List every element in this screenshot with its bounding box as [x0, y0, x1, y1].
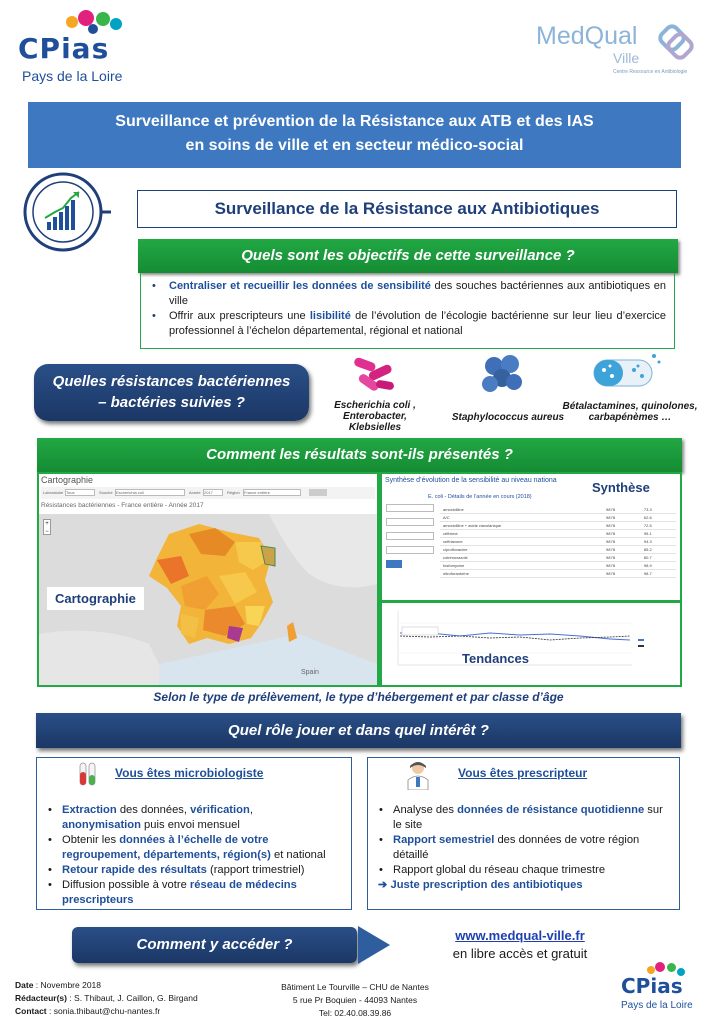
main-banner	[28, 102, 681, 168]
table-cell: 85.2	[641, 546, 676, 554]
trends-screenshot	[382, 603, 680, 685]
table-row	[440, 506, 676, 514]
objectives-heading: Quels sont les objectifs de cette surveillance ?	[138, 239, 678, 273]
synthesis-table	[440, 506, 676, 578]
micro-item-2: • Obtenir les données à l’échelle de votre regroupement, départements, région(s) et national	[45, 833, 343, 863]
table-cell: 9878	[603, 506, 641, 514]
table-cell: 98.9	[641, 562, 676, 570]
footer-address: Bâtiment Le Tourville – CHU de Nantes 5 rue Pr Boquien - 44093 Nantes Tel: 02.40.08.39.86	[281, 982, 429, 1018]
staphylococcus-icon	[480, 352, 526, 398]
micro-item-1: • Extraction des données, vérification, anonymisation puis envoi mensuel	[45, 803, 343, 833]
table-row	[440, 570, 676, 578]
footer-credits	[15, 979, 198, 1018]
table-cell: fosfomycine	[440, 562, 603, 570]
syn-filter-3[interactable]	[386, 532, 434, 540]
table-cell: céfixime	[440, 530, 603, 538]
filter-go-button[interactable]	[309, 489, 327, 496]
table-cell: 9878	[603, 570, 641, 578]
synthesis-subtitle: E. coli - Détails de l’année en cours (2018)	[428, 494, 532, 500]
filter-select-3[interactable]: 2017	[203, 489, 223, 496]
role-heading: Quel rôle jouer et dans quel intérêt ?	[36, 713, 681, 748]
table-row	[440, 522, 676, 530]
cpias-wordmark: CPias	[18, 32, 110, 65]
table-cell: 62.6	[641, 514, 676, 522]
cpias-footer-wordmark: CPias	[621, 974, 683, 998]
table-cell: 9878	[603, 514, 641, 522]
objectives-box	[140, 273, 675, 349]
banner-line-1: Surveillance et prévention de la Résistance aux ATB et des IAS	[115, 113, 594, 130]
prescriber-title: Vous êtes prescripteur	[458, 766, 588, 780]
test-tubes-icon	[77, 760, 99, 790]
presentation-heading: Comment les résultats sont-ils présentés ?	[37, 438, 682, 472]
map-spain-label: Spain	[301, 669, 319, 676]
arrow-right-icon	[358, 926, 390, 964]
synthesis-screenshot	[382, 474, 680, 600]
map-screenshot	[39, 474, 377, 685]
table-cell: 9878	[603, 530, 641, 538]
bacteria-staph-label: Staphylococcus aureus	[451, 412, 565, 423]
table-cell: nitrofurantoïne	[440, 570, 603, 578]
micro-item-3: • Retour rapide des résultats (rapport trimestriel)	[45, 863, 343, 878]
table-cell: amoxicilline	[440, 506, 603, 514]
table-row	[440, 554, 676, 562]
table-cell: 98.7	[641, 570, 676, 578]
table-cell: 9878	[603, 538, 641, 546]
footer-contact: Contact : sonia.thibaut@chu-nantes.fr	[15, 1006, 161, 1016]
footer-authors: Rédacteur(s) : S. Thibaut, J. Caillon, G. Birgand	[15, 993, 198, 1003]
trends-label: Tendances	[462, 651, 529, 666]
table-cell: 72.5	[641, 522, 676, 530]
presc-conclusion: ➔ Juste prescription des antibiotiques	[378, 879, 583, 891]
objective-item-2: • Offrir aux prescripteurs une lisibilité de l’évolution de l’écologie bactérienne sur leur lieu d’exercice professionnel à l’échelon départemental, régional et national	[149, 309, 666, 339]
cpias-footer-subtitle: Pays de la Loire	[621, 1000, 693, 1011]
table-cell: ceftriaxone	[440, 538, 603, 546]
table-cell: 80.7	[641, 554, 676, 562]
antibiotics-label: Bétalactamines, quinolones, carbapénèmes …	[562, 401, 698, 423]
presc-item-2: • Rapport semestriel des données de votre région détaillé	[376, 833, 671, 863]
objective-item-1: • Centraliser et recueillir les données de sensibilité des souches bactériennes aux antibiotiques en ville	[149, 279, 666, 309]
table-row	[440, 538, 676, 546]
growth-chart-icon	[15, 172, 111, 258]
synthesis-label: Synthèse	[592, 480, 650, 495]
table-cell: amoxicilline + acide clavulanique	[440, 522, 603, 530]
presc-item-3: • Rapport global du réseau chaque trimestre	[376, 863, 671, 878]
table-row	[440, 530, 676, 538]
medqual-wordmark: MedQual	[536, 22, 638, 50]
medqual-tagline: Centre Ressource en Antibiologie	[613, 69, 688, 75]
presentation-note: Selon le type de prélèvement, le type d’hébergement et par classe d’âge	[153, 690, 564, 704]
table-cell: 95.1	[641, 530, 676, 538]
banner-line-2: en soins de ville et en secteur médico-social	[185, 137, 524, 154]
synthesis-title: Synthèse d’évolution de la sensibilité au niveau nationa	[385, 477, 557, 484]
table-cell: 94.3	[641, 538, 676, 546]
presc-item-1: • Analyse des données de résistance quotidienne sur le site	[376, 803, 671, 833]
table-row	[440, 562, 676, 570]
ecoli-bacteria-icon	[350, 354, 398, 396]
cpias-subtitle: Pays de la Loire	[22, 68, 123, 84]
antibiotic-pills-icon	[592, 350, 664, 398]
syn-filter-2[interactable]	[386, 518, 434, 526]
map-panel-title: Cartographie	[41, 475, 94, 485]
table-cell: ciprofloxacine	[440, 546, 603, 554]
cpias-logo	[18, 10, 138, 90]
table-row	[440, 546, 676, 554]
trends-chart	[382, 603, 680, 685]
arrow-right-icon: ➔	[378, 879, 391, 891]
medqual-logo	[528, 22, 698, 82]
table-cell: 73.3	[641, 506, 676, 514]
map-zoom-controls[interactable]: + −	[43, 519, 51, 535]
syn-apply-button[interactable]	[386, 560, 402, 568]
table-cell: 9878	[603, 562, 641, 570]
access-heading: Comment y accéder ?	[72, 927, 357, 963]
cpias-footer-logo	[617, 960, 697, 1015]
doctor-icon	[406, 760, 430, 790]
syn-filter-4[interactable]	[386, 546, 434, 554]
resistances-heading: Quelles résistances bactériennes – bactéries suivies ?	[34, 364, 309, 421]
synthesis-filters	[386, 504, 434, 594]
map-filter-bar: Laboratoire Tous Souche Escherichia coli Année 2017 Région France entière	[41, 487, 375, 499]
prescriber-panel	[367, 757, 680, 910]
table-row	[440, 514, 676, 522]
table-cell: cotrimoxazole	[440, 554, 603, 562]
syn-filter-1[interactable]	[386, 504, 434, 512]
section-title: Surveillance de la Résistance aux Antibiotiques	[137, 190, 677, 228]
microbiologist-title: Vous êtes microbiologiste	[115, 766, 264, 780]
footer-date: Date : Novembre 2018	[15, 980, 102, 990]
bacteria-ecoli-label: Escherichia coli , Enterobacter, Klebsielles	[334, 400, 416, 433]
website-link[interactable]: www.medqual-ville.fr	[455, 928, 585, 943]
table-cell: A/C	[440, 514, 603, 522]
filter-select-4[interactable]: France entière	[243, 489, 301, 496]
table-cell: 9878	[603, 522, 641, 530]
filter-select-1[interactable]: Tous	[65, 489, 95, 496]
map-subtitle: Résistances bactériennes - France entière - Année 2017	[41, 502, 204, 509]
medqual-ville: Ville	[613, 50, 640, 66]
map-label: Cartographie	[47, 587, 144, 610]
microbiologist-panel	[36, 757, 352, 910]
medqual-knot-icon	[656, 22, 696, 62]
access-note: en libre accès et gratuit	[452, 946, 588, 961]
table-cell: 9878	[603, 546, 641, 554]
micro-item-4: • Diffusion possible à votre réseau de médecins prescripteurs	[45, 878, 343, 908]
table-cell: 9878	[603, 554, 641, 562]
filter-select-2[interactable]: Escherichia coli	[115, 489, 185, 496]
